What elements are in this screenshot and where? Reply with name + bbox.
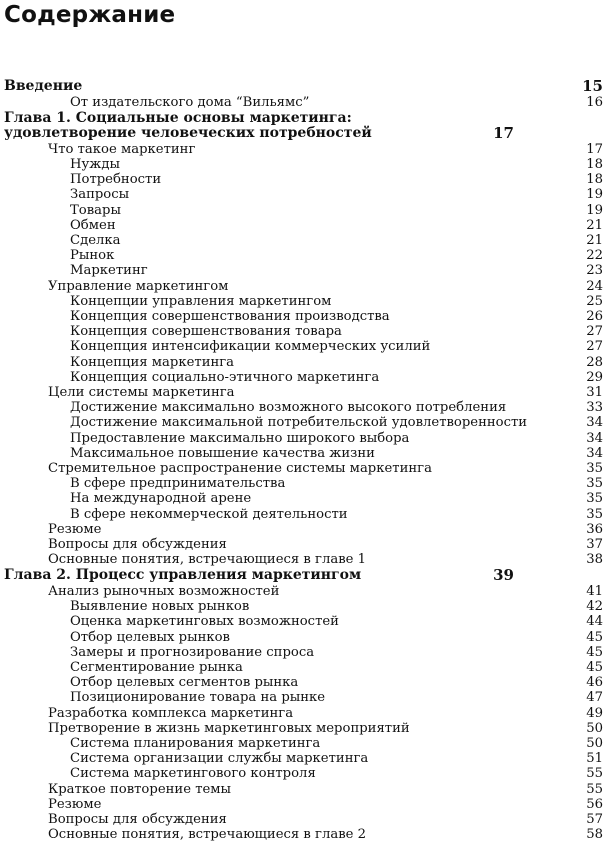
toc-entry-title: Краткое повторение темы [48, 781, 232, 797]
toc-entry [4, 736, 603, 751]
toc-entry [4, 431, 603, 446]
toc-page-number: 47 [586, 690, 603, 706]
toc-entry-title: Система организации службы маркетинга [70, 751, 369, 767]
toc-entry-title: Концепции управления маркетингом [70, 293, 332, 309]
toc-page-number: 44 [586, 614, 603, 630]
toc-entry-title: Концепция социально-этичного маркетинга [70, 369, 380, 385]
toc-entry-title: Резюме [48, 521, 102, 537]
toc-page-number: 21 [586, 217, 603, 233]
toc-page-number: 16 [586, 94, 603, 110]
toc-entry-title: Глава 2. Процесс управления маркетингом [4, 568, 362, 584]
toc-entry-title: Концепция совершенствования товара [70, 324, 342, 340]
toc-entry-title: Резюме [48, 796, 102, 812]
toc-page-number: 55 [586, 781, 603, 797]
toc-page-number: 26 [586, 308, 603, 324]
toc-entry-title: Что такое маркетинг [48, 141, 196, 157]
toc-entry-title: Вопросы для обсуждения [48, 536, 227, 552]
toc-page-number: 35 [586, 506, 603, 522]
toc-entry-title: Потребности [70, 172, 162, 188]
toc-page-number: 24 [586, 278, 603, 294]
toc-entry-title: Основные понятия, встречающиеся в главе 2 [48, 827, 367, 843]
toc-page-number: 19 [586, 187, 603, 203]
page-title: Содержание [4, 2, 176, 28]
toc-entry-title: Отбор целевых сегментов рынка [70, 675, 299, 691]
toc-entry-title: Анализ рыночных возможностей [48, 583, 280, 599]
toc-entry-title: Сделка [70, 232, 121, 248]
toc-entry [4, 537, 603, 552]
toc-page-number: 38 [586, 552, 603, 568]
toc-entry-title: Товары [70, 202, 121, 218]
toc-entry-title: Достижение максимально возможного высокого потребления [70, 400, 507, 416]
toc-entry-title: Система планирования маркетинга [70, 735, 321, 751]
toc-entry [4, 142, 603, 157]
toc-page-number: 35 [586, 491, 603, 507]
toc-entry-title: Основные понятия, встречающиеся в главе 1 [48, 552, 367, 568]
toc-entry [4, 233, 603, 248]
toc-entry-title: Цели системы маркетинга [48, 384, 235, 400]
toc-entry [4, 552, 603, 567]
toc-page-number: 34 [586, 445, 603, 461]
toc-entry-title: На международной арене [70, 491, 252, 507]
toc-entry-title: Маркетинг [70, 263, 148, 279]
toc-entry [4, 339, 603, 354]
toc-entry [4, 157, 603, 172]
toc-entry [4, 218, 603, 233]
toc-entry [4, 203, 603, 218]
toc-entry [4, 95, 603, 110]
toc-entry [4, 385, 603, 400]
toc-entry [4, 491, 603, 506]
toc-entry-title: Концепция совершенствования производства [70, 308, 390, 324]
toc-entry-title: От издательского дома “Вильямс” [70, 94, 310, 110]
table-of-contents [4, 79, 603, 842]
toc-entry [4, 263, 603, 278]
toc-entry-title: В сфере предпринимательства [70, 476, 286, 492]
toc-entry-title: В сфере некоммерческой деятельности [70, 506, 348, 522]
toc-entry [4, 645, 603, 660]
toc-entry [4, 812, 603, 827]
toc-page-number: 42 [586, 599, 603, 615]
toc-page-number: 35 [586, 460, 603, 476]
toc-entry-title: Оценка маркетинговых возможностей [70, 614, 339, 630]
toc-entry [4, 827, 603, 842]
toc-page-number: 49 [586, 705, 603, 721]
toc-page-number: 41 [586, 583, 603, 599]
toc-entry [4, 630, 603, 645]
toc-entry [4, 660, 603, 675]
toc-entry [4, 461, 603, 476]
toc-page-number: 36 [586, 521, 603, 537]
toc-chapter [4, 111, 603, 142]
toc-page-number: 45 [586, 659, 603, 675]
toc-page-number: 27 [586, 324, 603, 340]
toc-entry-title: Введение [4, 79, 83, 94]
toc-page-number: 17 [493, 124, 514, 143]
toc-entry [4, 584, 603, 599]
toc-page-number: 39 [493, 566, 514, 585]
toc-entry-title: Отбор целевых рынков [70, 629, 230, 645]
toc-entry-title: Концепция маркетинга [70, 354, 235, 370]
toc-entry [4, 690, 603, 705]
toc-entry [4, 355, 603, 370]
toc-entry-title: Разработка комплекса маркетинга [48, 705, 294, 721]
toc-entry [4, 476, 603, 491]
toc-page-number: 33 [586, 400, 603, 416]
toc-entry [4, 370, 603, 385]
toc-page-number: 35 [586, 476, 603, 492]
toc-entry-title: Вопросы для обсуждения [48, 811, 227, 827]
toc-entry [4, 706, 603, 721]
toc-page-number: 58 [586, 827, 603, 843]
toc-page-number: 18 [586, 156, 603, 172]
toc-entry-title: Обмен [70, 217, 116, 233]
toc-entry-title: Позиционирование товара на рынке [70, 690, 326, 706]
toc-page-number: 50 [586, 720, 603, 736]
toc-entry [4, 507, 603, 522]
toc-page-number: 22 [586, 248, 603, 264]
toc-entry-title: Максимальное повышение качества жизни [70, 445, 375, 461]
toc-page-number: 27 [586, 339, 603, 355]
toc-page-number: 34 [586, 430, 603, 446]
toc-page-number: 50 [586, 735, 603, 751]
toc-entry [4, 766, 603, 781]
toc-page-number: 46 [586, 675, 603, 691]
toc-entry [4, 797, 603, 812]
toc-page-number: 18 [586, 172, 603, 188]
toc-entry [4, 279, 603, 294]
toc-entry-title: Система маркетингового контроля [70, 766, 316, 782]
toc-page-number: 23 [586, 263, 603, 279]
toc-entry-title: Нужды [70, 156, 121, 172]
toc-page-number: 15 [582, 77, 603, 95]
toc-chapter [4, 568, 603, 584]
toc-entry [4, 675, 603, 690]
toc-entry [4, 400, 603, 415]
toc-entry [4, 172, 603, 187]
toc-entry-title: Сегментирование рынка [70, 659, 243, 675]
toc-entry-title: Управление маркетингом [48, 278, 229, 294]
toc-entry [4, 446, 603, 461]
toc-entry-title: Концепция интенсификации коммерческих усилий [70, 339, 431, 355]
toc-page-number: 37 [586, 536, 603, 552]
toc-intro [4, 79, 603, 95]
toc-entry-title: Запросы [70, 187, 130, 203]
toc-entry [4, 324, 603, 339]
toc-page-number: 17 [586, 141, 603, 157]
toc-page-number: 19 [586, 202, 603, 218]
toc-entry [4, 415, 603, 430]
toc-entry [4, 614, 603, 629]
toc-entry-title: Претворение в жизнь маркетинговых мероприятий [48, 720, 410, 736]
toc-entry [4, 599, 603, 614]
toc-entry-title: Выявление новых рынков [70, 599, 250, 615]
toc-entry-title: Глава 1. Социальные основы маркетинга: удовлетворение человеческих потребностей [4, 110, 372, 142]
toc-entry-title: Рынок [70, 248, 115, 264]
toc-page-number: 45 [586, 629, 603, 645]
toc-page-number: 34 [586, 415, 603, 431]
toc-entry [4, 721, 603, 736]
toc-page-number: 51 [586, 751, 603, 767]
toc-entry-title: Замеры и прогнозирование спроса [70, 644, 315, 660]
toc-page-number: 45 [586, 644, 603, 660]
toc-page-number: 28 [586, 354, 603, 370]
toc-page-number: 55 [586, 766, 603, 782]
toc-entry [4, 309, 603, 324]
toc-page-number: 29 [586, 369, 603, 385]
toc-page-number: 56 [586, 796, 603, 812]
toc-page-number: 21 [586, 232, 603, 248]
toc-page-number: 57 [586, 811, 603, 827]
toc-entry [4, 522, 603, 537]
toc-entry-title: Стремительное распространение системы маркетинга [48, 460, 432, 476]
toc-entry [4, 751, 603, 766]
toc-page-number: 25 [586, 293, 603, 309]
toc-entry-title: Достижение максимальной потребительской удовлетворенности [70, 415, 528, 431]
toc-entry [4, 248, 603, 263]
toc-page-number: 31 [586, 384, 603, 400]
toc-entry [4, 782, 603, 797]
toc-entry [4, 187, 603, 202]
toc-entry [4, 294, 603, 309]
toc-entry-title: Предоставление максимально широкого выбора [70, 430, 410, 446]
